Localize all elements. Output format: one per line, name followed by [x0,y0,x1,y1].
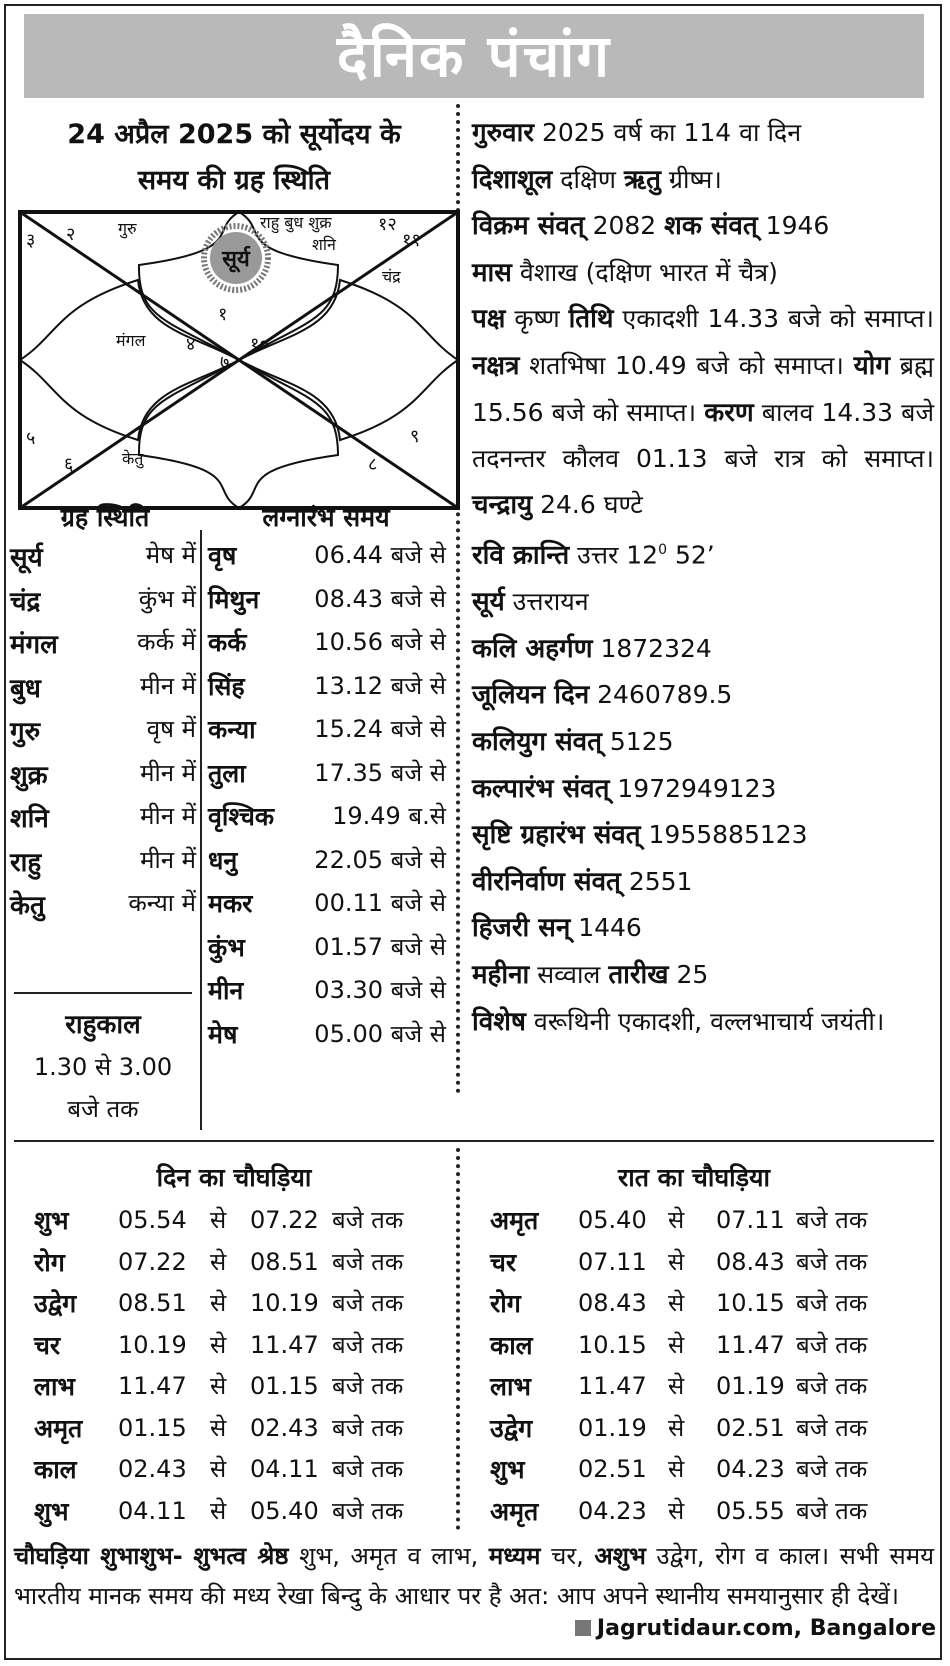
house-5: ५ [26,428,36,449]
choghadiya-from: 07.22 [118,1247,187,1276]
choghadiya-name: शुभ [34,1496,69,1526]
choghadiya-name: लाभ [34,1372,76,1401]
tithi-paragraph: पक्ष कृष्ण तिथि एकादशी 14.33 बजे को समाप्त। नक्षत्र शतभिषा 10.49 बजे को समाप्त। योग ब्रह्म 15.56 बजे को समाप्त। करण बालव 14.33 बजे तदनन्तर कौलव 01.13 बजे रात्र को समाप्त। चन्द्रायु 24.6 घण्टे [472,304,935,520]
choghadiya-from: 01.19 [578,1413,647,1442]
choghadiya-se: से [668,1206,685,1234]
lagna-rashi: मिथुन [208,584,260,614]
choghadiya-suffix: बजे तक [332,1372,404,1400]
day_choghadiya-row [34,1491,464,1532]
choghadiya-to: 01.19 [716,1372,785,1400]
choghadiya-from: 04.23 [578,1496,647,1525]
choghadiya-name: शुभ [34,1206,69,1235]
choghadiya-name: काल [34,1455,77,1484]
graha-rashi: मीन में [140,671,196,700]
lagna-rashi: मीन [208,976,244,1005]
choghadiya-to: 07.22 [250,1206,319,1234]
house-7: ७ [220,352,230,373]
choghadiya-to: 08.43 [716,1247,785,1276]
night_choghadiya-row [490,1491,920,1532]
choghadiya-to: 02.43 [250,1413,319,1442]
kali-ahargan-line: कलि अहर्गण 1872324 [472,633,712,664]
choghadiya-to: 10.15 [716,1289,785,1317]
lagna-rashi: सिंह [208,671,245,701]
lagna-time: 19.49 ब.से [332,802,446,830]
rahukaal-title: राहुकाल [65,1010,141,1040]
lagna-time: 10.56 बजे से [314,628,446,656]
lagna-rashi: मकर [208,889,253,918]
choghadiya-name: चर [490,1247,517,1277]
choghadiya-suffix: बजे तक [332,1330,404,1359]
choghadiya-from: 11.47 [578,1372,647,1400]
hijri-line: हिजरी सन् 1446 [472,913,642,944]
weekday-line: गुरुवार 2025 वर्ष का 114 वा दिन [472,118,802,148]
choghadiya-from: 10.19 [118,1330,187,1359]
choghadiya-se: से [668,1289,685,1317]
choghadiya-to: 05.40 [250,1496,319,1525]
house-6: ६ [64,454,74,475]
lagna-rashi: वृश्चिक [208,802,275,831]
choghadiya-suffix: बजे तक [796,1372,868,1400]
choghadiya-se: से [210,1247,227,1276]
day_choghadiya-row [34,1242,464,1283]
choghadiya-suffix: बजे तक [796,1247,868,1276]
day_choghadiya-row [34,1325,464,1366]
choghadiya-name: अमृत [490,1496,539,1526]
house-12: १२ [378,214,397,235]
choghadiya-suffix: बजे तक [332,1247,404,1276]
choghadiya-from: 11.47 [118,1372,187,1400]
planet-mangal: मंगल [116,331,146,350]
graha-rashi: मेष में [145,541,196,569]
kundali-title [14,112,454,204]
lagna-rashi: वृष [208,541,237,570]
house-9: ९ [410,426,420,447]
choghadiya-from: 10.15 [578,1330,647,1359]
choghadiya-to: 05.55 [716,1496,785,1525]
graha-planet: शनि [10,804,49,834]
dishashool-line: दिशाशूल दक्षिण ऋतु ग्रीष्म। [472,164,722,195]
lagna-rashi: कर्क [208,628,247,657]
day_choghadiya-row [34,1449,464,1490]
choghadiya-from: 08.43 [578,1289,647,1317]
choghadiya-divider [14,1140,934,1142]
choghadiya-from: 07.11 [578,1247,647,1276]
graha-planet: बुध [10,673,41,704]
graha-rashi: वृष में [146,715,196,743]
choghadiya-se: से [210,1330,227,1359]
lagna-time: 01.57 बजे से [314,932,446,961]
lagna-time: 15.24 बजे से [314,715,446,743]
brand-credit: Jagrutidaur.com, Bangalore [575,1616,936,1641]
day_choghadiya-row [34,1366,464,1407]
night-choghadiya-title: रात का चौघड़िया [618,1163,770,1192]
lagna-rashi: कन्या [208,715,256,744]
choghadiya-from: 05.40 [578,1206,647,1234]
planet-shani: शनि [312,235,336,254]
samvat-line: विक्रम संवत् 2082 शक संवत् 1946 [472,211,830,242]
choghadiya-from: 02.51 [578,1455,647,1483]
page-title: दैनिक पंचांग [24,14,924,98]
house-3: ३ [26,230,36,251]
graha-rashi: कन्या में [128,889,196,917]
choghadiya-to: 11.47 [716,1330,785,1359]
graha-planet: मंगल [10,630,58,660]
lagna-rashi: कुंभ [208,932,245,962]
graha-rashi: मीन में [140,802,196,830]
veernirvan-line: वीरनिर्वाण संवत् 2551 [472,866,693,897]
choghadiya-to: 04.11 [250,1455,319,1483]
graha-planet: केतु [10,891,45,921]
house-10: १० [250,334,269,355]
choghadiya-name: रोग [490,1289,521,1318]
square-icon [575,1620,591,1636]
choghadiya-to: 01.15 [250,1372,319,1400]
kundali-title-line1: 24 अप्रैल 2025 को सूर्योदय के [67,119,401,150]
maas-line: मास वैशाख (दक्षिण भारत में चैत्र) [472,257,778,288]
rahukaal-time: 1.30 से 3.00 [33,1053,173,1081]
choghadiya-name: लाभ [490,1372,532,1401]
choghadiya-name: काल [490,1330,533,1360]
graha-rashi: कर्क में [137,628,196,656]
srishti-line: सृष्टि ग्रहारंभ संवत् 1955885123 [472,820,808,851]
julian-line: जूलियन दिन 2460789.5 [472,680,733,711]
lagna-rashi: तुला [208,758,246,788]
choghadiya-suffix: बजे तक [796,1330,868,1359]
choghadiya-se: से [210,1496,227,1525]
kalparambh-line: कल्पारंभ संवत् 1972949123 [472,773,777,804]
surya-line: सूर्य उत्तरायन [472,587,589,618]
lagna-time: 08.43 बजे से [314,584,446,613]
graha-rashi: मीन में [140,845,196,874]
choghadiya-to: 04.23 [716,1455,785,1483]
choghadiya-from: 02.43 [118,1455,187,1483]
choghadiya-se: से [210,1372,227,1400]
lagna-rashi: मेष [208,1019,238,1049]
house-8: ८ [368,454,378,475]
choghadiya-to: 10.19 [250,1289,319,1317]
choghadiya-se: से [668,1455,685,1483]
kundali-center-planet: सूर्य [222,247,250,272]
choghadiya-se: से [668,1330,685,1359]
choghadiya-name: उद्वेग [490,1413,533,1443]
choghadiya-se: से [668,1413,685,1442]
graha-planet: राहु [10,847,42,878]
day-choghadiya-title: दिन का चौघड़िया [156,1163,312,1192]
lagna-time: 13.12 बजे से [314,671,446,700]
choghadiya-suffix: बजे तक [332,1206,404,1234]
lagna-time: 05.00 बजे से [314,1019,446,1048]
choghadiya-name: चर [34,1330,61,1360]
planet-guru: गुरु [118,219,137,238]
day_choghadiya-row [34,1283,464,1324]
day_choghadiya-row [34,1200,464,1241]
lagna-time: 22.05 बजे से [314,845,446,874]
house-1: १ [218,304,228,325]
vishesh-line: विशेष वरूथिनी एकादशी, वल्लभाचार्य जयंती। [472,1006,885,1037]
graha-planet: शुक्र [10,760,48,791]
graha-sthiti-heading: ग्रह स्थिति [60,503,150,532]
house-11: ११ [402,230,421,251]
house-4: ४ [186,334,196,355]
planet-chandra: चंद्र [382,267,401,286]
graha-planet: गुरु [10,717,41,747]
choghadiya-to: 02.51 [716,1413,785,1442]
choghadiya-suffix: बजे तक [332,1455,404,1483]
lagna-time: 00.11 बजे से [314,889,446,917]
night_choghadiya-row [490,1242,920,1283]
night_choghadiya-row [490,1408,920,1449]
choghadiya-se: से [210,1413,227,1442]
choghadiya-suffix: बजे तक [332,1413,404,1442]
night_choghadiya-row [490,1200,920,1241]
kranti-line: रवि क्रान्ति उत्तर $12^0$ 52’ [472,540,715,571]
choghadiya-se: से [210,1206,227,1234]
choghadiya-suffix: बजे तक [796,1206,868,1234]
choghadiya-to: 07.11 [716,1206,785,1234]
choghadiya-from: 05.54 [118,1206,187,1234]
night_choghadiya-row [490,1325,920,1366]
choghadiya-se: से [210,1455,227,1483]
planet-ketu: केतु [122,449,144,468]
kundali-chart [18,210,460,510]
choghadiya-se: से [668,1496,685,1525]
choghadiya-from: 04.11 [118,1496,187,1525]
rahukaal-suffix: बजे तक [67,1095,139,1123]
lagna-time: 03.30 बजे से [314,976,446,1004]
house-2: २ [66,224,76,245]
choghadiya-name: रोग [34,1247,65,1277]
choghadiya-suffix: बजे तक [796,1289,868,1317]
planet-rahu-budh-shukra: राहु बुध शुक्र [260,213,332,232]
choghadiya-name: उद्वेग [34,1289,77,1318]
kaliyug-line: कलियुग संवत् 5125 [472,727,674,758]
lagna-time: 06.44 बजे से [314,541,446,569]
choghadiya-from: 01.15 [118,1413,187,1442]
choghadiya-suffix: बजे तक [796,1496,868,1525]
footer-note: चौघड़िया शुभाशुभ- शुभत्व श्रेष्ठ शुभ, अमृत व लाभ, मध्यम चर, अशुभ उद्वेग, रोग व काल। सभी समय भारतीय मानक समय की मध्य रेखा बिन्दु के आधार पर है अत: आप अपने स्थानीय समयानुसार ही देखें। [14,1542,934,1610]
choghadiya-se: से [210,1289,227,1317]
lagna-rashi: धनु [208,845,238,875]
graha-planet: चंद्र [10,586,41,617]
choghadiya-se: से [668,1247,685,1276]
choghadiya-suffix: बजे तक [332,1289,404,1317]
choghadiya-from: 08.51 [118,1289,187,1317]
night_choghadiya-row [490,1366,920,1407]
choghadiya-suffix: बजे तक [796,1455,868,1483]
panchang-details [472,110,934,1045]
night_choghadiya-row [490,1449,920,1490]
choghadiya-se: से [668,1372,685,1400]
choghadiya-suffix: बजे तक [796,1413,868,1442]
graha-rashi: कुंभ में [138,584,196,613]
choghadiya-name: अमृत [490,1206,539,1235]
choghadiya-to: 11.47 [250,1330,319,1359]
choghadiya-name: शुभ [490,1455,525,1484]
choghadiya-suffix: बजे तक [332,1496,404,1525]
lagna-time: 17.35 बजे से [314,758,446,787]
choghadiya-name: अमृत [34,1413,83,1443]
day_choghadiya-row [34,1408,464,1449]
night_choghadiya-row [490,1283,920,1324]
choghadiya-to: 08.51 [250,1247,319,1276]
mahina-line: महीना सव्वाल तारीख 25 [472,960,709,991]
graha-rashi: मीन में [140,758,196,787]
kundali-title-line2: समय की ग्रह स्थिति [137,165,331,196]
lagna-heading: लग्नारंभ समय [262,503,390,532]
graha-planet: सूर्य [10,543,43,573]
